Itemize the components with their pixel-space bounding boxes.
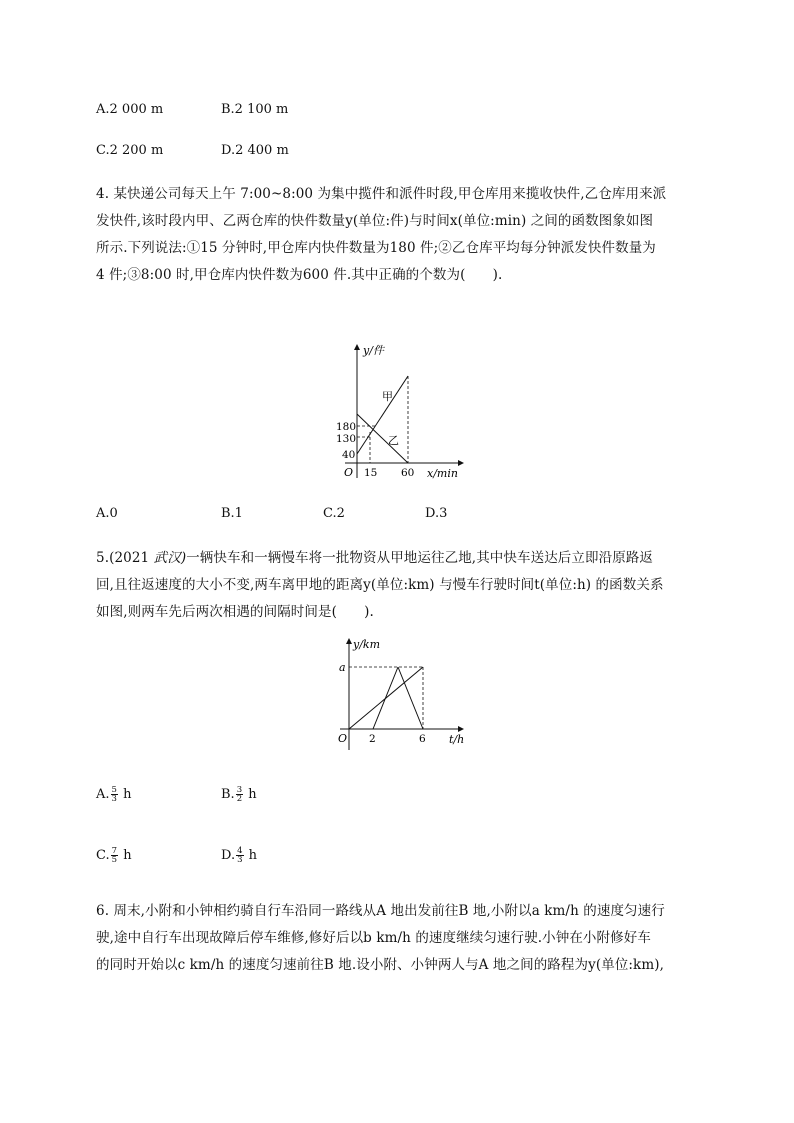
q5-xtick-2: 2 xyxy=(369,733,376,745)
q4-line-yi xyxy=(357,414,408,463)
q4-stem-line-1: 4. 某快递公司每天上午 7:00~8:00 为集中揽件和派件时段,甲仓库用来揽收快件,乙仓库用来派 xyxy=(96,186,667,202)
q4-line-jia xyxy=(357,376,408,454)
q4-stem-line-2: 发快件,该时段内甲、乙两仓库的快件数量y(单位:件)与时间x(单位:min) 之间的函数图象如图 xyxy=(96,213,654,229)
q4-x-label: x/min xyxy=(427,467,458,480)
q5-option-a[interactable] xyxy=(96,786,131,803)
q5-option-d-fraction xyxy=(236,847,243,864)
q5-option-c-num: 7 xyxy=(111,846,118,856)
q5-option-a-prefix: A. xyxy=(96,787,110,802)
q5-stem-text-1: 一辆快车和一辆慢车将一批物资从甲地运往乙地,其中快车送达后立即沿原路返 xyxy=(186,550,653,566)
q5-origin: O xyxy=(338,732,348,745)
q5-option-c-unit: h xyxy=(123,848,132,863)
q4-option-d[interactable]: D.3 xyxy=(425,506,448,521)
q3-option-b[interactable]: B.2 100 m xyxy=(221,102,289,117)
q6-stem-line-3: 的同时开始以c km/h 的速度匀速前往B 地.设小附、小钟两人与A 地之间的路程为y(单位:km), xyxy=(96,957,664,973)
q4-label-jia: 甲 xyxy=(382,390,393,403)
q5-option-b-den: 2 xyxy=(236,794,243,804)
q5-option-d[interactable] xyxy=(221,847,257,864)
q5-x-label: t/h xyxy=(449,733,465,746)
q4-option-c[interactable]: C.2 xyxy=(323,506,345,521)
q5-option-c-prefix: C. xyxy=(96,848,110,863)
q5-option-d-prefix: D. xyxy=(221,848,236,863)
q4-xtick-15: 15 xyxy=(364,467,378,479)
q5-source: (2021 xyxy=(109,550,150,566)
q5-option-d-unit: h xyxy=(248,848,258,863)
q4-label-yi: 乙 xyxy=(388,434,399,447)
q3-option-c[interactable]: C.2 200 m xyxy=(96,143,164,158)
q3-option-d[interactable]: D.2 400 m xyxy=(221,143,289,158)
q5-option-c-fraction xyxy=(111,847,118,864)
q5-number: 5. xyxy=(96,550,110,566)
q5-chart xyxy=(330,634,470,752)
q5-line-fast-out xyxy=(373,667,398,729)
q4-ytick-180: 180 xyxy=(336,421,357,433)
q5-option-a-num: 5 xyxy=(111,785,117,795)
q5-option-b-unit: h xyxy=(248,787,257,802)
q5-line-fast-back xyxy=(398,667,423,729)
q5-xtick-6: 6 xyxy=(419,733,426,745)
q5-option-b[interactable] xyxy=(221,786,257,803)
q5-option-d-den: 3 xyxy=(237,855,243,865)
q4-chart xyxy=(325,340,470,480)
q4-option-a[interactable]: A.0 xyxy=(96,506,118,521)
q6-stem-line-2: 驶,途中自行车出现故障后停车维修,修好后以b km/h 的速度继续匀速行驶.小钟在小附修好车 xyxy=(96,930,651,946)
q4-stem-line-4: 4 件;③8:00 时,甲仓库内快件数为600 件.其中正确的个数为( ). xyxy=(96,267,503,283)
q5-ytick-a: a xyxy=(339,661,346,674)
q5-stem-line-3: 如图,则两车先后两次相遇的间隔时间是( ). xyxy=(96,604,374,620)
q4-ytick-40: 40 xyxy=(342,449,356,461)
q4-option-b[interactable]: B.1 xyxy=(221,506,243,521)
q5-option-c[interactable] xyxy=(96,847,132,864)
q5-source-city: 武汉) xyxy=(153,550,187,566)
q5-option-b-prefix: B. xyxy=(221,787,235,802)
q5-option-d-num: 4 xyxy=(237,846,243,856)
q6-stem-line-1: 6. 周末,小附和小钟相约骑自行车沿同一路线从A 地出发前往B 地,小附以a km/h 的速度匀速行 xyxy=(96,903,665,919)
q3-option-a[interactable]: A.2 000 m xyxy=(96,102,164,117)
q5-option-b-num: 3 xyxy=(236,785,243,795)
q5-stem-line-1 xyxy=(96,546,653,566)
q5-option-b-fraction xyxy=(236,786,243,803)
q4-y-label: y/件 xyxy=(363,344,384,357)
q4-xtick-60: 60 xyxy=(401,467,415,479)
q5-option-a-fraction xyxy=(111,786,118,803)
q4-stem-line-3: 所示.下列说法:①15 分钟时,甲仓库内快件数量为180 件;②乙仓库平均每分钟派发快件数量为 xyxy=(96,240,656,256)
q5-option-a-unit: h xyxy=(123,787,132,802)
q5-option-c-den: 5 xyxy=(111,855,118,865)
q5-y-label: y/km xyxy=(353,638,381,651)
q5-option-a-den: 3 xyxy=(111,794,117,804)
q4-ytick-130: 130 xyxy=(336,433,357,445)
q5-stem-line-2: 回,且往返速度的大小不变,两车离甲地的距离y(单位:km) 与慢车行驶时间t(单位:h) 的函数关系 xyxy=(96,577,664,593)
q4-origin: O xyxy=(344,466,354,479)
